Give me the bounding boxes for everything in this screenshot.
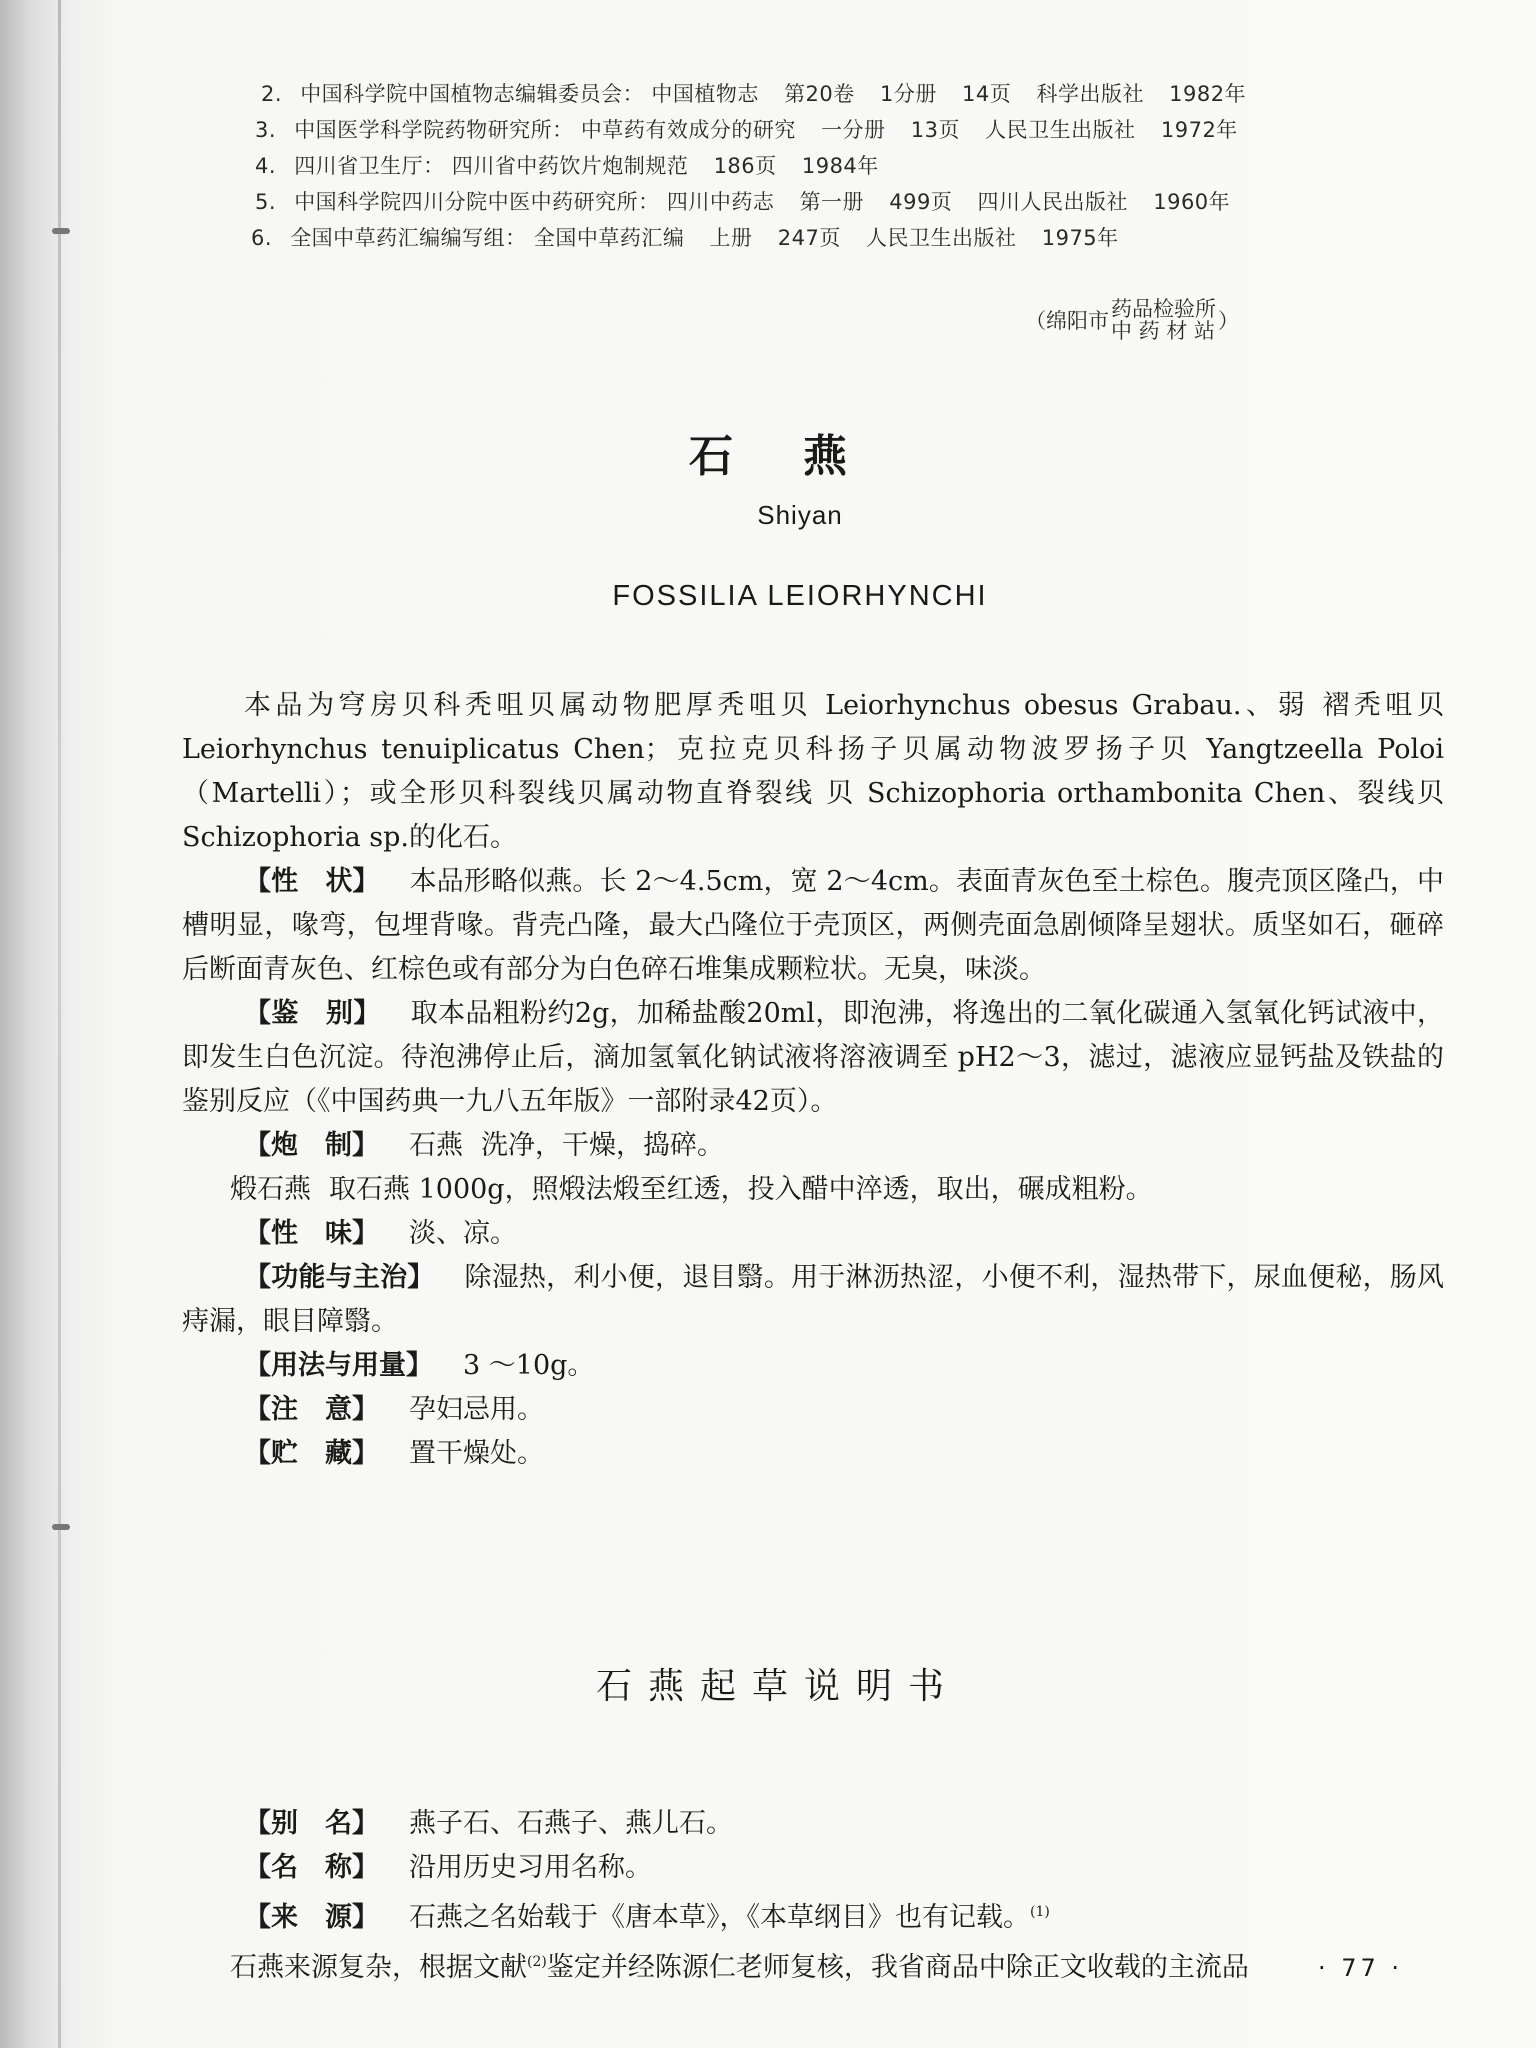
- reference-item: [251, 220, 1435, 256]
- section-text: 沿用历史习用名称。: [409, 1852, 652, 1883]
- section-text: 洗净，干燥，捣碎。: [481, 1130, 724, 1161]
- ref-author: 全国中草药汇编编写组：: [290, 226, 527, 250]
- footnote-ref: (2): [527, 1954, 547, 1970]
- ref-publisher: 人民卫生出版社: [866, 226, 1017, 250]
- reference-item: [255, 112, 1435, 148]
- reference-list: [251, 76, 1435, 256]
- section-text: 置干燥处。: [409, 1438, 544, 1469]
- section-xingwei: [182, 1212, 1444, 1256]
- sub-name: 煅石燕: [230, 1174, 311, 1205]
- section-text: 取本品粗粉约2g，加稀盐酸20ml，即泡沸，将逸出的二氧化碳通入氢氧化钙试液中，即发生白色沉淀。待泡沸停止后，滴加氢氧化钠试液将溶液调至 pH2～3，滤过，滤液应显钙盐及铁盐的鉴别反应（《中国药典一九八五年版》一部附录42页）。: [182, 998, 1444, 1117]
- ref-page: 247页: [777, 226, 841, 250]
- reference-item: [261, 76, 1435, 112]
- credit-org-stack: [1111, 298, 1216, 342]
- ref-author: 中国医学科学院药物研究所：: [294, 118, 574, 142]
- note-continuation: [182, 1940, 1444, 1990]
- reference-item: [255, 148, 1435, 184]
- section-text: 鉴定并经陈源仁老师复核，我省商品中除正文收载的主流品: [546, 1952, 1249, 1983]
- ref-number: 6.: [251, 226, 273, 250]
- credit-suffix: ）: [1218, 309, 1239, 333]
- ref-page: 186页: [713, 154, 777, 178]
- ref-work: 四川中药志: [666, 190, 775, 214]
- section-label: 【炮 制】: [244, 1130, 379, 1161]
- section-label: 【性 状】: [244, 866, 380, 897]
- drafting-notes-title: 石燕起草说明书: [595, 1666, 960, 1707]
- ref-number: 2.: [261, 82, 283, 106]
- section-label: 【鉴 别】: [244, 998, 381, 1029]
- ref-page: 499页: [889, 190, 953, 214]
- section-text: 取石燕 1000g，照煅法煅至红透，投入醋中淬透，取出，碾成粗粉。: [329, 1174, 1153, 1205]
- section-label: 【别 名】: [244, 1808, 379, 1839]
- intro-paragraph: 本品为穹房贝科秃咀贝属动物肥厚秃咀贝 Leiorhynchus obesus Grabau.、弱 褶秃咀贝 Leiorhynchus tenuiplicatus Chen；克拉克贝科扬子贝属动物波罗扬子贝 Yangtzeella Poloi（Martelli）；或全形贝科裂线贝属动物直脊裂线 贝 Schizophoria orthambonita Chen、裂线贝 Schizophoria sp.的化石。: [182, 690, 1444, 853]
- ref-author: 四川省卫生厅：: [294, 154, 445, 178]
- binding-edge: [58, 0, 61, 2048]
- section-jianbie: [182, 992, 1444, 1124]
- ref-part: 一分册: [821, 118, 886, 142]
- section-yongfa: [182, 1344, 1444, 1388]
- section-text: 石燕之名始载于《唐本草》，《本草纲目》也有记载。: [409, 1902, 1030, 1933]
- ref-year: 1984年: [801, 154, 879, 178]
- binding-staple: [0, 1520, 80, 1534]
- section-text: 除湿热，利小便，退目翳。用于淋沥热涩，小便不利，湿热带下，尿血便秘，肠风痔漏，眼目障翳。: [182, 1262, 1444, 1337]
- section-label: 【功能与主治】: [244, 1262, 435, 1293]
- note-mingcheng: [182, 1846, 1444, 1890]
- section-label: 【注 意】: [244, 1394, 379, 1425]
- ref-publisher: 科学出版社: [1036, 82, 1144, 106]
- ref-part: 上册: [709, 226, 753, 250]
- credit-prefix: （绵阳市: [1025, 309, 1109, 333]
- ref-work: 中草药有效成分的研究: [580, 118, 796, 142]
- section-label: 【用法与用量】: [244, 1350, 433, 1381]
- ref-publisher: 四川人民出版社: [977, 190, 1129, 214]
- section-label: 【来 源】: [244, 1902, 379, 1933]
- ref-publisher: 人民卫生出版社: [985, 118, 1136, 142]
- section-zhucang: [182, 1432, 1444, 1476]
- ref-year: 1960年: [1153, 190, 1231, 214]
- ref-number: 5.: [255, 190, 277, 214]
- ref-work: 中国植物志: [651, 82, 759, 106]
- page-number: · 77 ·: [1318, 1954, 1404, 1982]
- section-duan: [182, 1168, 1444, 1212]
- drafting-notes-body: [182, 1802, 1444, 1990]
- ref-number: 4.: [255, 154, 277, 178]
- section-text: 石燕: [409, 1130, 463, 1161]
- ref-year: 1982年: [1169, 82, 1247, 106]
- ref-volume: 第20卷: [784, 82, 855, 106]
- section-text: 淡、凉。: [409, 1218, 517, 1249]
- monograph-title: 石燕: [689, 431, 917, 482]
- section-xingzhuang: [182, 860, 1444, 992]
- binding-staple: [0, 224, 80, 238]
- section-text: 石燕来源复杂，根据文献: [230, 1952, 527, 1983]
- ref-page: 14页: [962, 82, 1012, 106]
- ref-year: 1975年: [1041, 226, 1119, 250]
- monograph-pinyin: Shiyan: [757, 500, 843, 530]
- section-paozhi: [182, 1124, 1444, 1168]
- section-label: 【贮 藏】: [244, 1438, 379, 1469]
- section-label: 【名 称】: [244, 1852, 379, 1883]
- ref-part: 第一册: [799, 190, 865, 214]
- credit-org-top: 药品检验所: [1111, 297, 1216, 321]
- section-gongneng: [182, 1256, 1444, 1344]
- ref-page: 13页: [910, 118, 960, 142]
- credit-org-bottom: 中 药 材 站: [1111, 319, 1216, 343]
- ref-work: 全国中草药汇编: [533, 226, 685, 250]
- monograph-body: [182, 684, 1444, 1476]
- footnote-ref: (1): [1030, 1904, 1050, 1920]
- author-credit: [1025, 298, 1239, 342]
- ref-work: 四川省中药饮片炮制规范: [451, 154, 689, 178]
- section-text: 孕妇忌用。: [409, 1394, 544, 1425]
- section-text: 燕子石、石燕子、燕儿石。: [409, 1808, 733, 1839]
- ref-number: 3.: [255, 118, 277, 142]
- reference-item: [255, 184, 1435, 220]
- section-text: 3 ～10g。: [463, 1350, 595, 1381]
- section-text: 本品形略似燕。长 2～4.5cm，宽 2～4cm。表面青灰色至土棕色。腹壳顶区隆凸，中槽明显，喙弯，包埋背喙。背壳凸隆，最大凸隆位于壳顶区，两侧壳面急剧倾降呈翅状。质坚如石，砸碎后断面青灰色、红棕色或有部分为白色碎石堆集成颗粒状。无臭，味淡。: [182, 866, 1445, 985]
- ref-year: 1972年: [1160, 118, 1238, 142]
- note-laiyuan: [182, 1890, 1444, 1940]
- ref-author: 中国科学院中国植物志编辑委员会：: [300, 82, 645, 106]
- section-label: 【性 味】: [244, 1218, 379, 1249]
- section-zhuyi: [182, 1388, 1444, 1432]
- ref-part: 1分册: [879, 82, 937, 106]
- ref-author: 中国科学院四川分院中医中药研究所：: [294, 190, 660, 214]
- note-bieming: [182, 1802, 1444, 1846]
- monograph-latin-name: FOSSILIA LEIORHYNCHI: [612, 580, 988, 612]
